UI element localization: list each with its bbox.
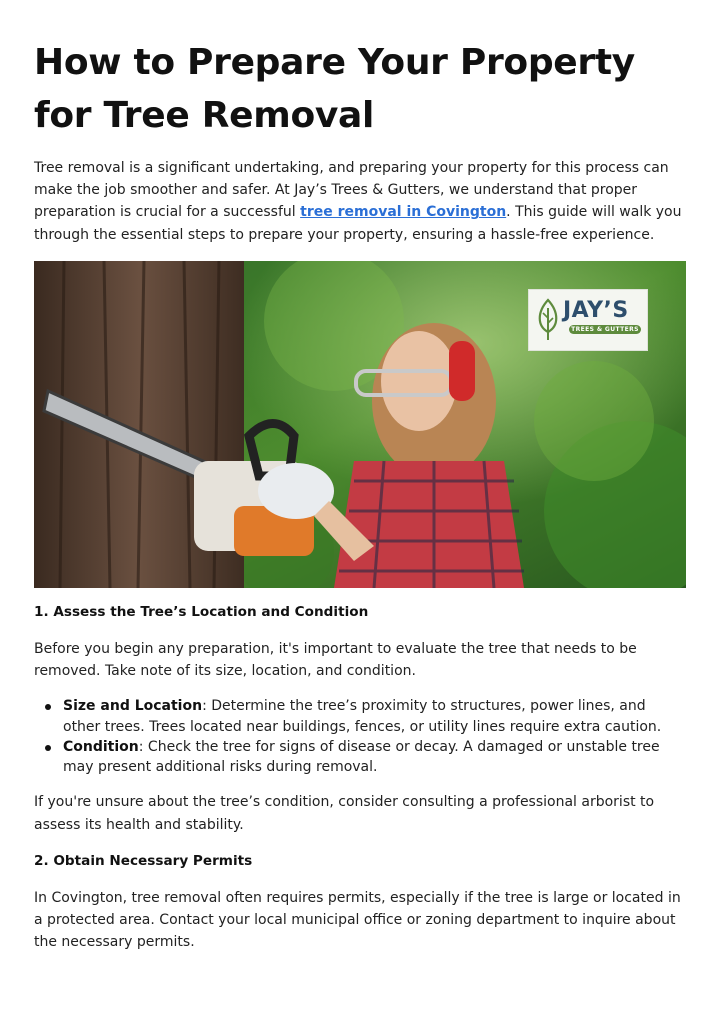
list-item (34, 696, 686, 737)
bullet-text: : Check the tree for signs of disease or decay. A damaged or unstable tree may present additional risks during removal. (63, 738, 660, 776)
bullet-label: Condition (63, 738, 139, 755)
list-item (34, 737, 686, 778)
bullet-dot-icon (45, 745, 51, 751)
section-1-heading: 1. Assess the Tree’s Location and Condition (34, 603, 369, 620)
section-2-heading: 2. Obtain Necessary Permits (34, 852, 253, 869)
bullet-dot-icon (45, 704, 51, 710)
intro-paragraph (34, 157, 686, 246)
page-title: How to Prepare Your Property for Tree Removal (34, 42, 635, 136)
bullet-label: Size and Location (63, 698, 203, 715)
intro-text-start: Tree removal is a significant undertaking, and preparing your property for this process can make the job smoother and safer. At Jay’s Trees & Gutters, we understand that proper preparation is crucial for a successful (34, 160, 669, 221)
tree-removal-covington-link[interactable]: tree removal in Covington (300, 204, 507, 221)
article (34, 36, 686, 953)
section-1-bullet-list (34, 696, 686, 777)
bullet-text: : Determine the tree’s proximity to structures, power lines, and other trees. Trees located near buildings, fences, or utility lines require extra caution. (63, 698, 662, 735)
leaf-logo-icon (535, 298, 561, 342)
intro-text-end: . This guide will walk you through the essential steps to prepare your property, ensuring a hassle-free experience. (34, 204, 682, 243)
section-2-body: In Covington, tree removal often requires permits, especially if the tree is large or located in a protected area. Contact your local municipal office or zoning department to inquire about the necessary permits. (34, 889, 681, 951)
hero-photo (34, 261, 686, 588)
section-1-closing: If you're unsure about the tree’s condition, consider consulting a professional arborist to assess its health and stability. (34, 794, 655, 833)
logo-name: JAY’S (563, 297, 629, 323)
logo-subtitle: TREES & GUTTERS (569, 325, 641, 334)
section-1-intro: Before you begin any preparation, it's important to evaluate the tree that needs to be removed. Take note of its size, location, and condition. (34, 640, 637, 680)
company-logo (528, 289, 648, 351)
